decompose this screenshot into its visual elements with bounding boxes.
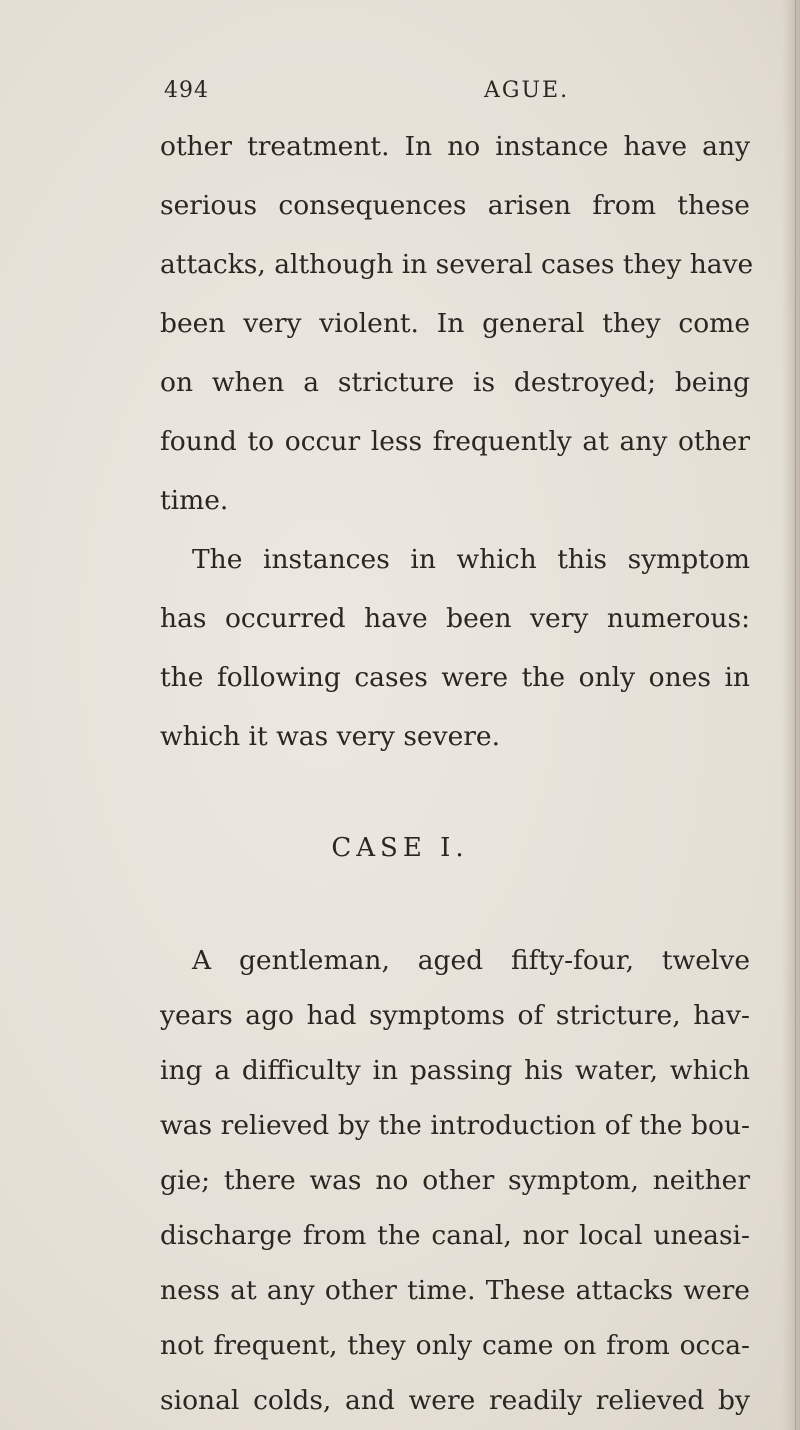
case-heading: CASE I. — [331, 833, 469, 863]
text-line: time. — [160, 485, 229, 516]
text-line: found to occur less frequently at any other — [160, 426, 750, 457]
text-line: The instances in which this symptom — [192, 544, 750, 575]
text-line: been very violent. In general they come — [160, 308, 750, 339]
running-head: AGUE. — [484, 78, 570, 103]
text-line: not frequent, they only came on from occa- — [160, 1330, 750, 1361]
text-line: was relieved by the introduction of the bou- — [160, 1110, 750, 1141]
page-edge-line — [795, 0, 796, 1430]
text-line: discharge from the canal, nor local uneasi- — [160, 1220, 750, 1251]
text-line: ing a difficulty in passing his water, which — [160, 1055, 750, 1086]
text-line: ness at any other time. These attacks were — [160, 1275, 750, 1306]
text-line: gie; there was no other symptom, neither — [160, 1165, 750, 1196]
text-line: attacks, although in several cases they have — [160, 249, 754, 280]
page-header — [164, 78, 730, 108]
text-line: on when a stricture is destroyed; being — [160, 367, 750, 398]
text-line: serious consequences arisen from these — [160, 190, 750, 221]
text-line: other treatment. In no instance have any — [160, 131, 750, 162]
text-line: which it was very severe. — [160, 721, 501, 752]
page-number: 494 — [164, 78, 209, 103]
text-line: has occurred have been very numerous: — [160, 603, 750, 634]
text-line: sional colds, and were readily relieved by — [160, 1385, 750, 1416]
page-edge-shadow — [782, 0, 800, 1430]
text-line: the following cases were the only ones in — [160, 662, 750, 693]
text-line: years ago had symptoms of stricture, hav- — [160, 1000, 750, 1031]
text-line: A gentleman, aged fifty-four, twelve — [192, 945, 750, 976]
